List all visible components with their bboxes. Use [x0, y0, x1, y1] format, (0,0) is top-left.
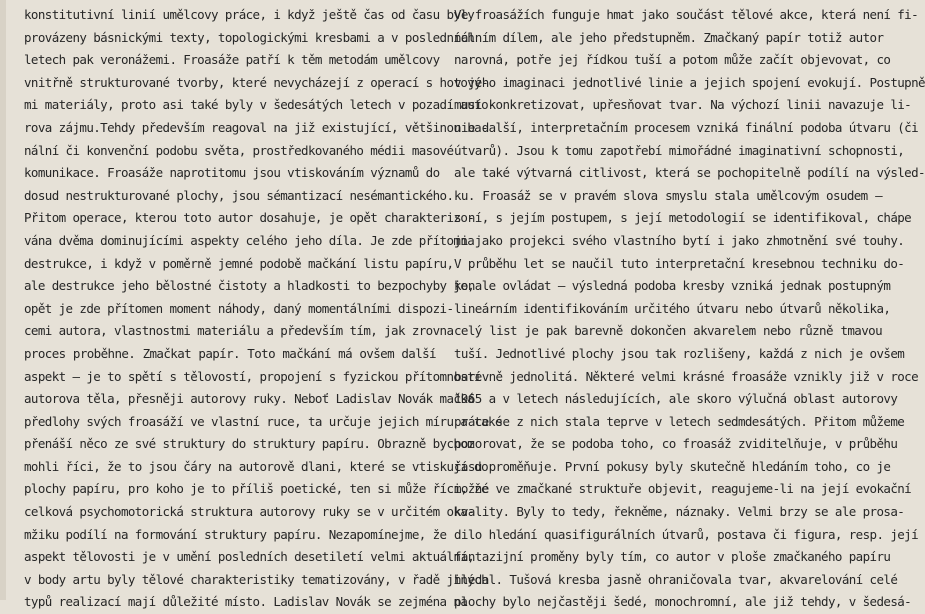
text-line: Ve froasážích funguje hmat jako součást tělové akce, která není fi-	[454, 7, 919, 22]
text-line: ji jako projekci svého vlastního bytí i jako zhmotnění své touhy.	[454, 232, 905, 248]
text-line: v body artu byly tělové charakteristiky tematizovány, v řadě jiných	[24, 571, 489, 587]
text-line: tuší. Jednotlivé plochy jsou tak rozlišeny, každá z nich je ovšem	[454, 345, 905, 361]
text-line: ku. Froasáž se v pravém slova smyslu stala umělcovým osudem –	[454, 187, 882, 203]
text-line: nálním dílem, ale jeho předstupněm. Zmačkaný papír totiž autor	[454, 29, 884, 45]
text-line: útvarů). Jsou k tomu zapotřebí mimořádné imaginativní schopnosti,	[454, 142, 905, 158]
text-line: kvality. Byly to tedy, řekněme, náznaky. Velmi brzy se ale prosa-	[454, 504, 905, 520]
text-line: autorova těla, přesněji autorovy ruky. Neboť Ladislav Novák mačká	[24, 391, 475, 407]
text-line: komunikace. Froasáže naprotitomu jsou vtiskováním významů do	[24, 165, 440, 181]
text-line: aspekt – je to spětí s tělovostí, propojení s fyzickou přítomností	[24, 368, 482, 384]
text-line: cemi autora, vlastnostmi materiálu a především tím, jak zrovna	[24, 323, 454, 339]
text-line: vána dvěma dominujícími aspekty celého jeho díla. Je zde přítomna	[24, 232, 475, 248]
text-line: vnitřně strukturované tvorby, které nevycházejí z operací s hotový-	[24, 74, 489, 90]
text-line: 1965 a v letech následujících, ale skoro výlučná oblast autorovy	[454, 391, 898, 407]
text-line: v jeho imaginaci jednotlivé linie a jejich spojení evokují. Postupně	[454, 74, 925, 90]
text-column-left	[24, 0, 502, 614]
text-line: opět je zde přítomen moment náhody, daný momentálními dispozi-	[24, 300, 454, 316]
text-line: ale destrukce jeho bělostné čistoty a hladkosti to bezpochyby je,	[24, 278, 475, 294]
text-line: fantazijní proměny byly tím, co autor v ploše zmačkaného papíru	[454, 549, 891, 565]
text-column-right	[454, 0, 925, 614]
text-line: nie další, interpretačním procesem vzniká finální podoba útvaru (či	[454, 119, 919, 135]
text-line: dosud nestrukturované plochy, jsou sémantizací nesémantického.	[24, 187, 454, 203]
text-line: musí konkretizovat, upřesňovat tvar. Na výchozí linii navazuje li-	[454, 97, 912, 113]
text-line: nální či konvenční podobu světa, prostředkovaného médii masové	[24, 142, 454, 158]
text-line: konale ovládat – výsledná podoba kresby vzniká jednak postupným	[454, 278, 891, 294]
text-line: plochy bylo nejčastěji šedé, monochromní, ale již tehdy, v šedesá-	[454, 594, 912, 610]
text-line: dilo hledání quasifigurálních útvarů, postava či figura, resp. její	[454, 526, 919, 542]
text-line: destrukce, i když v poměrně jemné podobě mačkání listu papíru,	[24, 255, 454, 271]
text-line: hledal. Tušová kresba jasně ohraničovala tvar, akvarelování celé	[454, 571, 898, 587]
text-line: narovná, potře jej řídkou tuší a potom může začít objevovat, co	[454, 52, 891, 68]
page-edge	[0, 0, 6, 600]
text-line: pozorovat, že se podoba toho, co froasáž zviditelňuje, v průběhu	[454, 436, 898, 452]
text-line: ale také výtvarná citlivost, která se pochopitelně podílí na výsled-	[454, 165, 925, 181]
text-line: V průběhu let se naučil tuto interpretační kresebnou techniku do-	[454, 255, 905, 271]
text-line: aspekt tělovosti je v umění posledních desetiletí velmi aktuální,	[24, 549, 475, 565]
text-line: práce se z nich stala teprve v letech sedmdesátých. Přitom můžeme	[454, 413, 905, 429]
text-line: mi materiály, proto asi také byly v šedesátých letech v pozadí auto-	[24, 97, 495, 113]
text-line: provázeny básnickými texty, topologickými kresbami a v posledních	[24, 29, 475, 45]
text-line: typů realizací mají důležité místo. Ladislav Novák se zejména na	[24, 594, 468, 610]
text-line: předlohy svých froasáží ve vlastní ruce, ta určuje jejich míru a také	[24, 413, 502, 429]
text-line: mohli říci, že to jsou čáry na autorově dlani, které se vtiskují do	[24, 458, 489, 474]
text-line: konstitutivní linií umělcovy práce, i když ještě čas od času byly	[24, 7, 475, 22]
text-line: přenáší něco ze své struktury do struktury papíru. Obrazně bychom	[24, 436, 475, 452]
text-line: s ní, s jejím postupem, s její metodologií se identifikoval, chápe	[454, 210, 912, 226]
text-line: lineárním identifikováním určitého útvaru nebo útvarů několika,	[454, 300, 891, 316]
text-line: barevně jednolitá. Některé velmi krásné froasáže vznikly již v roce	[454, 368, 919, 384]
text-line: času proměňuje. První pokusy byly skutečně hledáním toho, co je	[454, 458, 891, 474]
text-line: Přitom operace, kterou toto autor dosahuje, je opět charakterizo-	[24, 210, 475, 226]
text-line: celková psychomotorická struktura autorovy ruky se v určitém oka-	[24, 504, 475, 520]
text-line: proces proběhne. Zmačkat papír. Toto mačkání má ovšem další	[24, 345, 436, 361]
text-line: plochy papíru, pro koho je to příliš poetické, ten si může říci, že	[24, 481, 489, 497]
text-line: mžiku podílí na formování struktury papíru. Nezapomínejme, že	[24, 526, 447, 542]
text-line: rova zájmu.Tehdy především reagoval na již existující, většinou ba-	[24, 119, 489, 135]
text-line: celý list je pak barevně dokončen akvarelem nebo různě tmavou	[454, 323, 882, 339]
text-line: letech pak veronážemi. Froasáže patří k těm metodám umělcovy	[24, 52, 440, 68]
text-line: možné ve zmačkané struktuře objevit, reagujeme-li na její evokační	[454, 481, 912, 497]
